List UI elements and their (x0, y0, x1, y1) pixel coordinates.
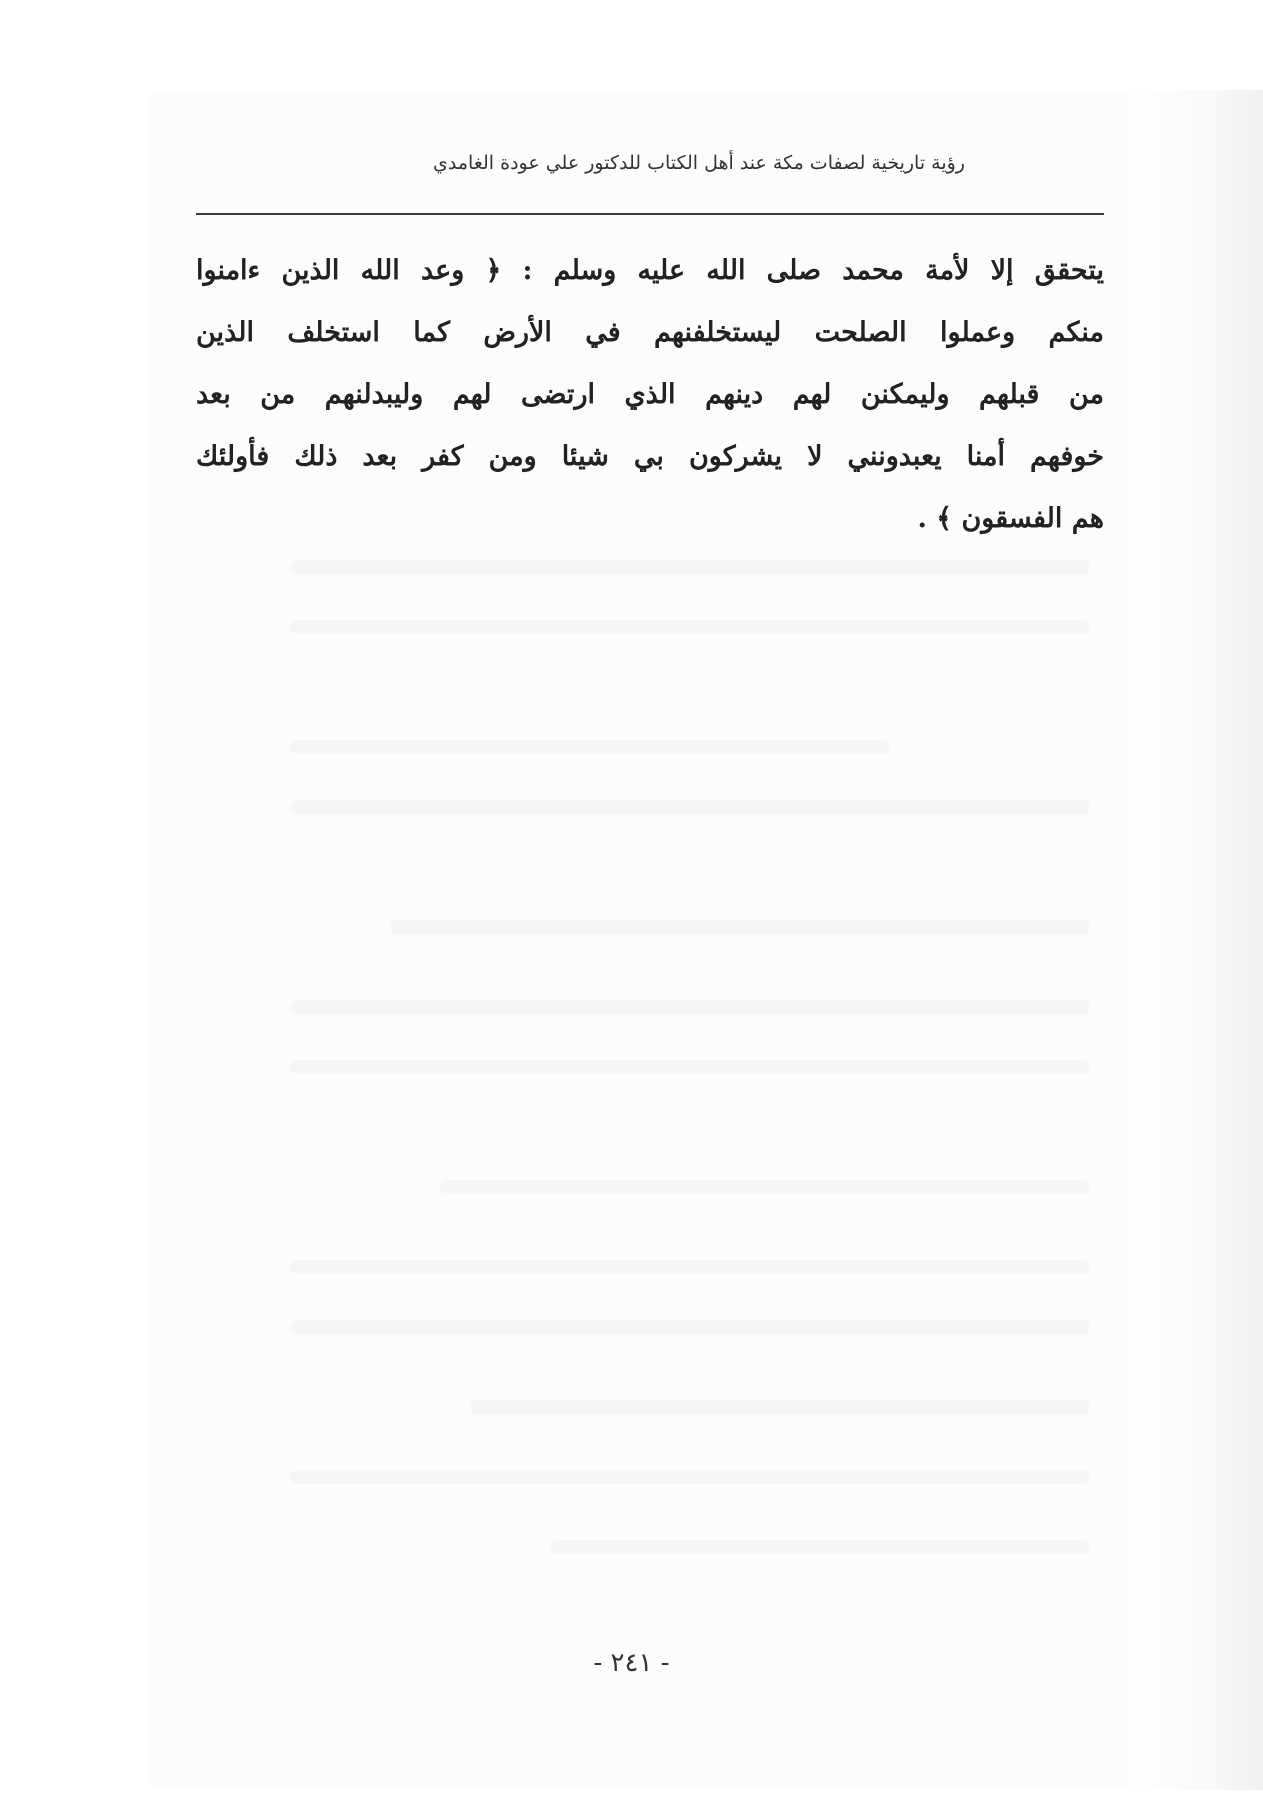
body-line: خوفهم أمنا يعبدونني لا يشركون بي شيئا ومن كفر بعد ذلك فأولئك (196, 441, 1104, 472)
body-line: هم الفسقون ﴾ . (917, 503, 1104, 534)
body-line: من قبلهم وليمكنن لهم دينهم الذي ارتضى لهم وليبدلنهم من بعد (196, 379, 1104, 410)
bleed-through-mark (290, 1060, 1090, 1074)
bleed-through-mark (290, 740, 890, 754)
bleed-through-mark (290, 620, 1090, 634)
bleed-through-mark (290, 1470, 1090, 1484)
page-number: - ٢٤١ - (593, 1648, 670, 1678)
header-divider (196, 213, 1104, 215)
bleed-through-mark (290, 800, 1090, 814)
binding-shadow (1123, 90, 1263, 1790)
bleed-through-mark (290, 1000, 1090, 1014)
body-line: يتحقق إلا لأمة محمد صلى الله عليه وسلم : ﴿ وعد الله الذين ءامنوا (196, 255, 1104, 286)
body-line: منكم وعملوا الصلحت ليستخلفنهم في الأرض كما استخلف الذين (196, 317, 1104, 348)
bleed-through-mark (550, 1540, 1090, 1554)
bleed-through-mark (440, 1180, 1090, 1194)
running-header-title: رؤية تاريخية لصفات مكة عند أهل الكتاب للدكتور علي عودة الغامدي (433, 152, 965, 174)
bleed-through-mark (390, 920, 1090, 934)
bleed-through-mark (290, 560, 1090, 574)
bleed-through-mark (290, 1260, 1090, 1274)
bleed-through-mark (290, 1320, 1090, 1334)
body-text (196, 240, 1104, 550)
bleed-through-mark (470, 1400, 1090, 1414)
